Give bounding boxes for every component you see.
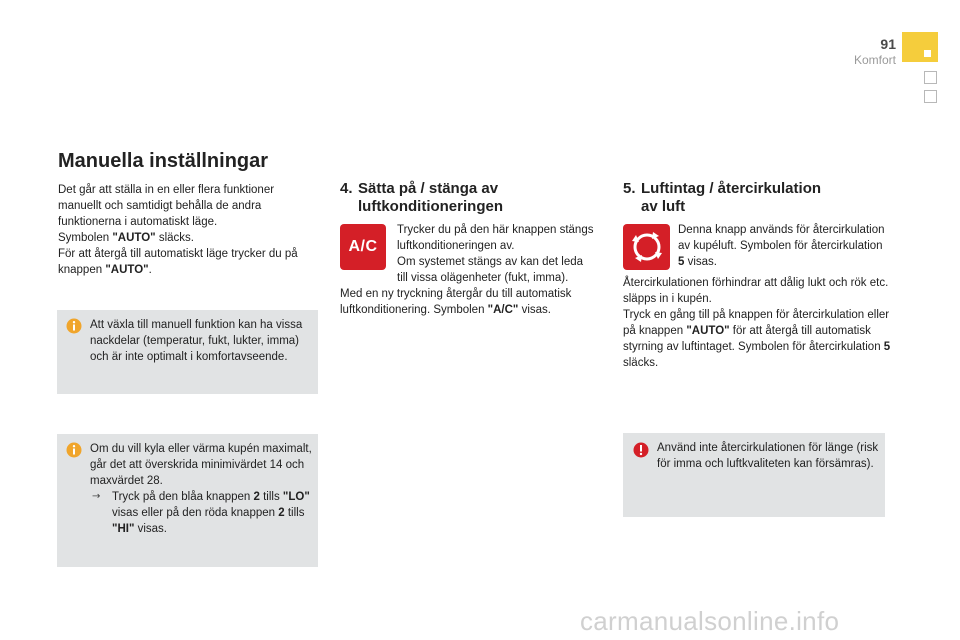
chapter-tab-box (924, 71, 937, 84)
ac-symbol-label: "A/C" (487, 304, 519, 316)
intro-symbol-auto: "AUTO" (112, 232, 156, 244)
info-note-text (90, 441, 312, 537)
bullet-part: tills (284, 507, 305, 519)
section-4-heading (340, 180, 503, 216)
page-title: Manuella inställningar (58, 150, 269, 172)
chapter-tab-marker (924, 50, 931, 57)
chapter-label: Komfort (853, 53, 896, 67)
intro-line: Det går att ställa in en eller flera funktioner manuellt och samtidigt behålla de andra funktionerna i automatiskt läge. (58, 184, 275, 228)
intro-symbol-prefix: Symbolen (58, 232, 113, 244)
bullet-bold: 2 (253, 491, 260, 503)
section-number: 4. (340, 180, 353, 197)
intro-return-prefix: För att återgå till automatiskt läge trycker du på knappen (58, 248, 298, 276)
section-number: 5. (623, 180, 636, 197)
chapter-tab (902, 32, 938, 62)
info-note (57, 434, 318, 567)
chapter-tab-box (924, 90, 937, 103)
ac-button-icon: A/C (340, 224, 386, 270)
section-5-part: visas. (684, 256, 717, 268)
recirculation-icon (630, 230, 664, 264)
info-note-intro: Om du vill kyla eller värma kupén maximalt, går det att överskrida minimivärdet 14 och maxvärdet 28. (90, 443, 312, 487)
bullet-part: tills (259, 491, 283, 503)
arrow-icon: → (92, 491, 101, 502)
section-title-line: Luftintag / återcirkulation (641, 180, 822, 197)
section-4-text (340, 286, 600, 318)
section-title-line: av luft (641, 198, 686, 215)
section-title-line: luftkonditioneringen (358, 198, 503, 215)
warning-note-text: Använd inte återcirkulationen för länge (risk för imma och luftkvaliteten kan försämras). (657, 442, 879, 470)
section-5-part: Tryck en gång till på knappen för återcirkulation eller på knappen (623, 309, 890, 337)
section-5-bold: 5 (883, 341, 891, 353)
info-note-text: Att växla till manuell funktion kan ha vissa nackdelar (temperatur, fukt, lukter, imma) och är inte optimalt i komfortavseende. (90, 319, 303, 363)
bullet-text (112, 489, 312, 537)
section-4-part: visas. (518, 304, 551, 316)
section-4-line: Trycker du på den här knappen stängs luftkonditioneringen av. (397, 224, 594, 252)
section-5-part: Denna knapp används för återcirkulation av kupéluft. Symbolen för återcirkulation (678, 224, 885, 252)
section-5-heading (623, 180, 821, 216)
section-5-bold: 5 (678, 256, 685, 268)
bullet-bold: 2 (278, 507, 285, 519)
intro-return-suffix: . (148, 264, 152, 276)
info-icon (66, 442, 82, 458)
bullet-bold: "HI" (112, 523, 135, 535)
section-5-bold: "AUTO" (686, 325, 730, 337)
warning-note (623, 433, 885, 517)
intro-symbol-suffix: släcks. (155, 232, 194, 244)
bullet-bold: "LO" (282, 491, 310, 503)
section-5-text (623, 275, 893, 371)
section-4-line: Om systemet stängs av kan det leda till vissa olägenheter (fukt, imma). (397, 256, 584, 284)
section-5-text (678, 222, 888, 270)
section-title-line: Sätta på / stänga av (358, 180, 499, 197)
intro-text (58, 182, 320, 278)
warning-icon (633, 442, 649, 458)
section-4-text (397, 222, 597, 286)
section-5-part: för att återgå till automatisk styrning av luftintaget. Symbolen för återcirkulation (623, 325, 884, 353)
watermark: carmanualsonline.info (580, 606, 840, 636)
bullet-part: visas eller på den röda knappen (112, 507, 279, 519)
info-note (57, 310, 318, 394)
section-5-part: släcks. (623, 357, 659, 369)
intro-return-auto: "AUTO" (105, 264, 149, 276)
bullet-item (90, 489, 312, 537)
section-5-line: Återcirkulationen förhindrar att dålig lukt och rök etc. släpps in i kupén. (623, 277, 889, 305)
bullet-part: visas. (134, 523, 167, 535)
section-4-part: Med en ny tryckning återgår du till automatisk luftkonditionering. Symbolen (340, 288, 572, 316)
info-icon (66, 318, 82, 334)
bullet-part: Tryck på den blåa knappen (112, 491, 254, 503)
page-number: 91 (880, 36, 896, 52)
recirculation-button (623, 224, 670, 270)
